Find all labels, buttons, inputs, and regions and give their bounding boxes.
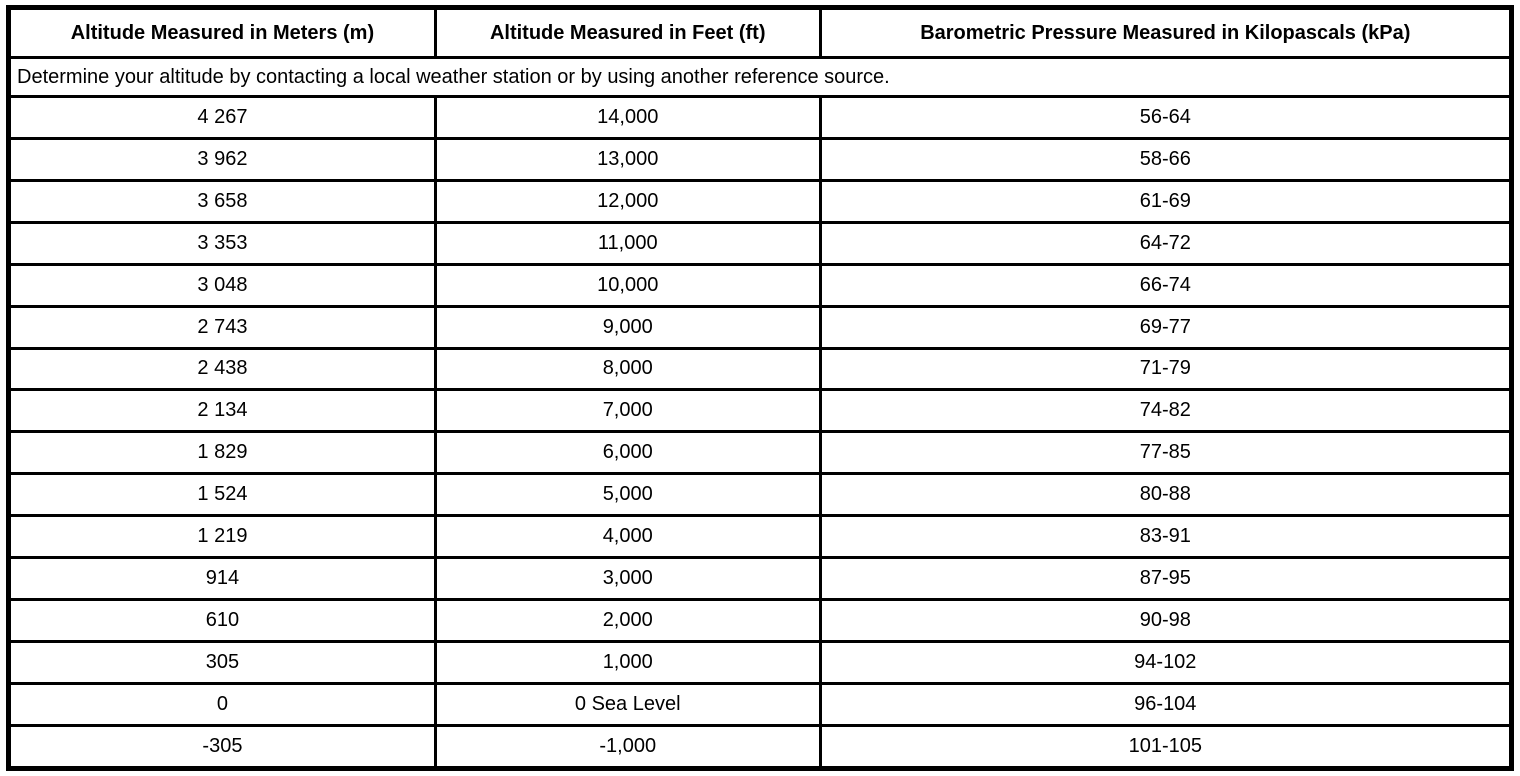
- table-cell: 101-105: [820, 725, 1511, 768]
- table-cell: 71-79: [820, 348, 1511, 390]
- table-cell: 56-64: [820, 97, 1511, 139]
- note-row: [9, 58, 1512, 97]
- table-row: [9, 264, 1512, 306]
- table-cell: 58-66: [820, 138, 1511, 180]
- table-cell: 13,000: [435, 138, 820, 180]
- table-cell: 66-74: [820, 264, 1511, 306]
- table-row: [9, 474, 1512, 516]
- table-row: [9, 683, 1512, 725]
- table-row: [9, 641, 1512, 683]
- table-cell: 3 962: [9, 138, 436, 180]
- table-cell: 2 134: [9, 390, 436, 432]
- table-cell: 12,000: [435, 180, 820, 222]
- table-cell: 8,000: [435, 348, 820, 390]
- table-cell: 6,000: [435, 432, 820, 474]
- table-cell: 10,000: [435, 264, 820, 306]
- table-cell: 3,000: [435, 558, 820, 600]
- table-cell: 2 743: [9, 306, 436, 348]
- table-cell: 3 048: [9, 264, 436, 306]
- table-cell: 61-69: [820, 180, 1511, 222]
- header-row: [9, 8, 1512, 58]
- table-cell: 90-98: [820, 600, 1511, 642]
- column-header-kpa: Barometric Pressure Measured in Kilopascals (kPa): [820, 8, 1511, 58]
- table-cell: -1,000: [435, 725, 820, 768]
- table-cell: 2 438: [9, 348, 436, 390]
- table-row: [9, 725, 1512, 768]
- table-body: [9, 58, 1512, 769]
- column-header-meters: Altitude Measured in Meters (m): [9, 8, 436, 58]
- table-cell: 11,000: [435, 222, 820, 264]
- table-cell: 83-91: [820, 516, 1511, 558]
- table-cell: 4,000: [435, 516, 820, 558]
- table-cell: 1 829: [9, 432, 436, 474]
- table-cell: 4 267: [9, 97, 436, 139]
- table-cell: 305: [9, 641, 436, 683]
- table-row: [9, 432, 1512, 474]
- table-row: [9, 138, 1512, 180]
- table-row: [9, 180, 1512, 222]
- table-cell: 1 524: [9, 474, 436, 516]
- table-cell: 1 219: [9, 516, 436, 558]
- table-cell: 1,000: [435, 641, 820, 683]
- table-row: [9, 390, 1512, 432]
- note-text: Determine your altitude by contacting a local weather station or by using another reference source.: [9, 58, 1512, 97]
- table-cell: 7,000: [435, 390, 820, 432]
- table-cell: 0 Sea Level: [435, 683, 820, 725]
- table-header: [9, 8, 1512, 58]
- table-row: [9, 97, 1512, 139]
- table-cell: 9,000: [435, 306, 820, 348]
- table-cell: 87-95: [820, 558, 1511, 600]
- table-cell: 77-85: [820, 432, 1511, 474]
- table-cell: 69-77: [820, 306, 1511, 348]
- table-cell: 96-104: [820, 683, 1511, 725]
- table-cell: 14,000: [435, 97, 820, 139]
- column-header-feet: Altitude Measured in Feet (ft): [435, 8, 820, 58]
- table-cell: 80-88: [820, 474, 1511, 516]
- table-cell: 610: [9, 600, 436, 642]
- table-cell: 0: [9, 683, 436, 725]
- table-cell: 3 658: [9, 180, 436, 222]
- table-cell: 94-102: [820, 641, 1511, 683]
- table-row: [9, 516, 1512, 558]
- table-cell: 914: [9, 558, 436, 600]
- table-row: [9, 348, 1512, 390]
- table-row: [9, 222, 1512, 264]
- table-row: [9, 306, 1512, 348]
- table-row: [9, 558, 1512, 600]
- table-cell: 2,000: [435, 600, 820, 642]
- table-cell: 5,000: [435, 474, 820, 516]
- table-row: [9, 600, 1512, 642]
- altitude-pressure-table: [6, 5, 1514, 771]
- table-cell: 64-72: [820, 222, 1511, 264]
- table-cell: 74-82: [820, 390, 1511, 432]
- table-cell: -305: [9, 725, 436, 768]
- table-cell: 3 353: [9, 222, 436, 264]
